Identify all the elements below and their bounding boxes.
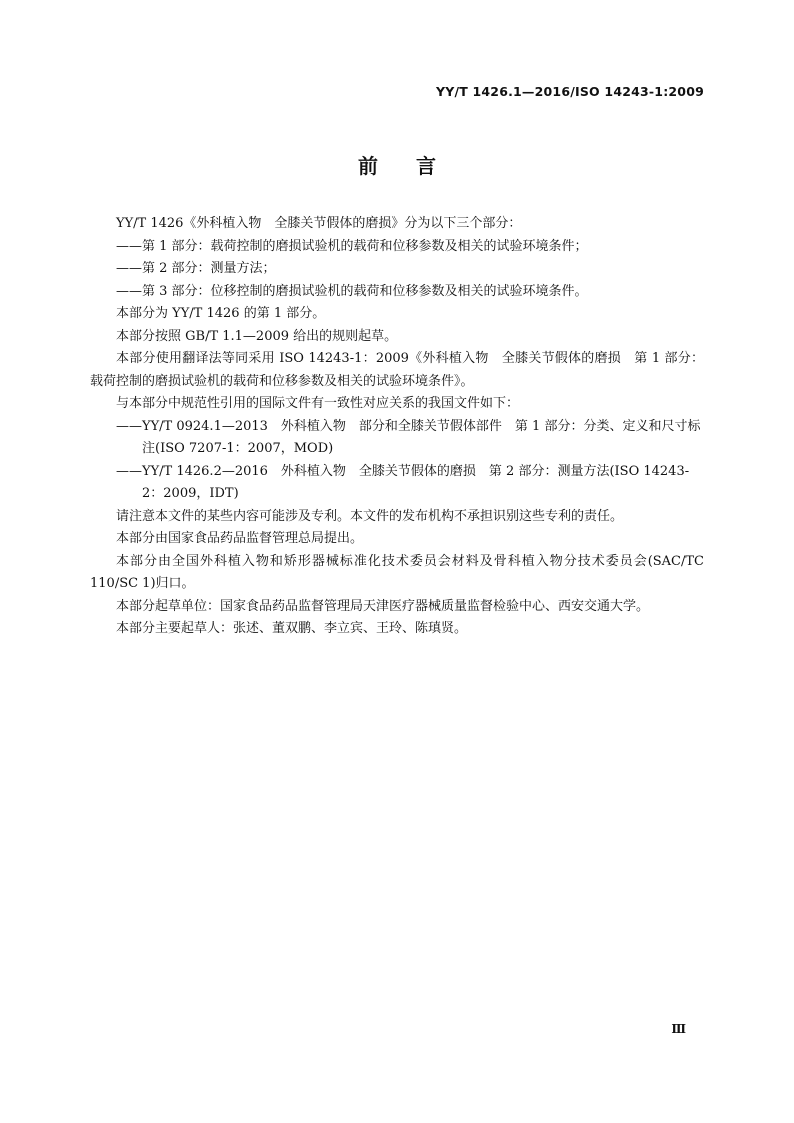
list-item-part-2: ——第 2 部分：测量方法； bbox=[116, 261, 276, 276]
paragraph-patent-notice: 请注意本文件的某些内容可能涉及专利。本文件的发布机构不承担识别这些专利的责任。 bbox=[116, 508, 624, 524]
standard-code: YY/T 1426.1—2016/ISO 14243-1:2009 bbox=[435, 84, 704, 99]
paragraph-normative-refs-intro: 与本部分中规范性引用的国际文件有一致性对应关系的我国文件如下： bbox=[116, 396, 520, 411]
paragraph-parts-intro: YY/T 1426《外科植入物 全膝关节假体的磨损》分为以下三个部分： bbox=[116, 216, 522, 231]
paragraph-this-part: 本部分为 YY/T 1426 的第 1 部分。 bbox=[116, 306, 326, 321]
paragraph-drafting-units: 本部分起草单位：国家食品药品监督管理局天津医疗器械质量监督检验中心、西安交通大学。 bbox=[116, 598, 650, 614]
list-item-ref-1: ——YY/T 0924.1—2013 外科植入物 部分和全膝关节假体部件 第 1 部分：分类、定义和尺寸标注(ISO 7207-1：2007，MOD) bbox=[116, 418, 701, 456]
paragraph-drafters: 本部分主要起草人：张述、董双鹏、李立宾、王玲、陈瑱贤。 bbox=[116, 621, 468, 636]
page-number: Ⅲ bbox=[671, 1022, 686, 1036]
paragraph-proposer: 本部分由国家食品药品监督管理总局提出。 bbox=[116, 531, 364, 546]
paragraph-translation: 本部分使用翻译法等同采用 ISO 14243-1：2009《外科植入物 全膝关节假体的磨损 第 1 部分：载荷控制的磨损试验机的载荷和位移参数及相关的试验环境条件》。 bbox=[90, 351, 704, 389]
paragraph-drafting-rules: 本部分按照 GB/T 1.1—2009 给出的规则起草。 bbox=[116, 328, 398, 344]
document-body bbox=[90, 213, 704, 641]
list-item-part-3: ——第 3 部分：位移控制的磨损试验机的载荷和位移参数及相关的试验环境条件。 bbox=[116, 283, 588, 299]
page-title: 前言 bbox=[358, 154, 474, 178]
paragraph-committee: 本部分由全国外科植入物和矫形器械标准化技术委员会材料及骨科植入物分技术委员会(SAC/TC 110/SC 1)归口。 bbox=[90, 553, 704, 591]
list-item-part-1: ——第 1 部分：载荷控制的磨损试验机的载荷和位移参数及相关的试验环境条件； bbox=[116, 238, 588, 254]
list-item-ref-2: ——YY/T 1426.2—2016 外科植入物 全膝关节假体的磨损 第 2 部分：测量方法(ISO 14243-2：2009，IDT) bbox=[116, 463, 690, 501]
